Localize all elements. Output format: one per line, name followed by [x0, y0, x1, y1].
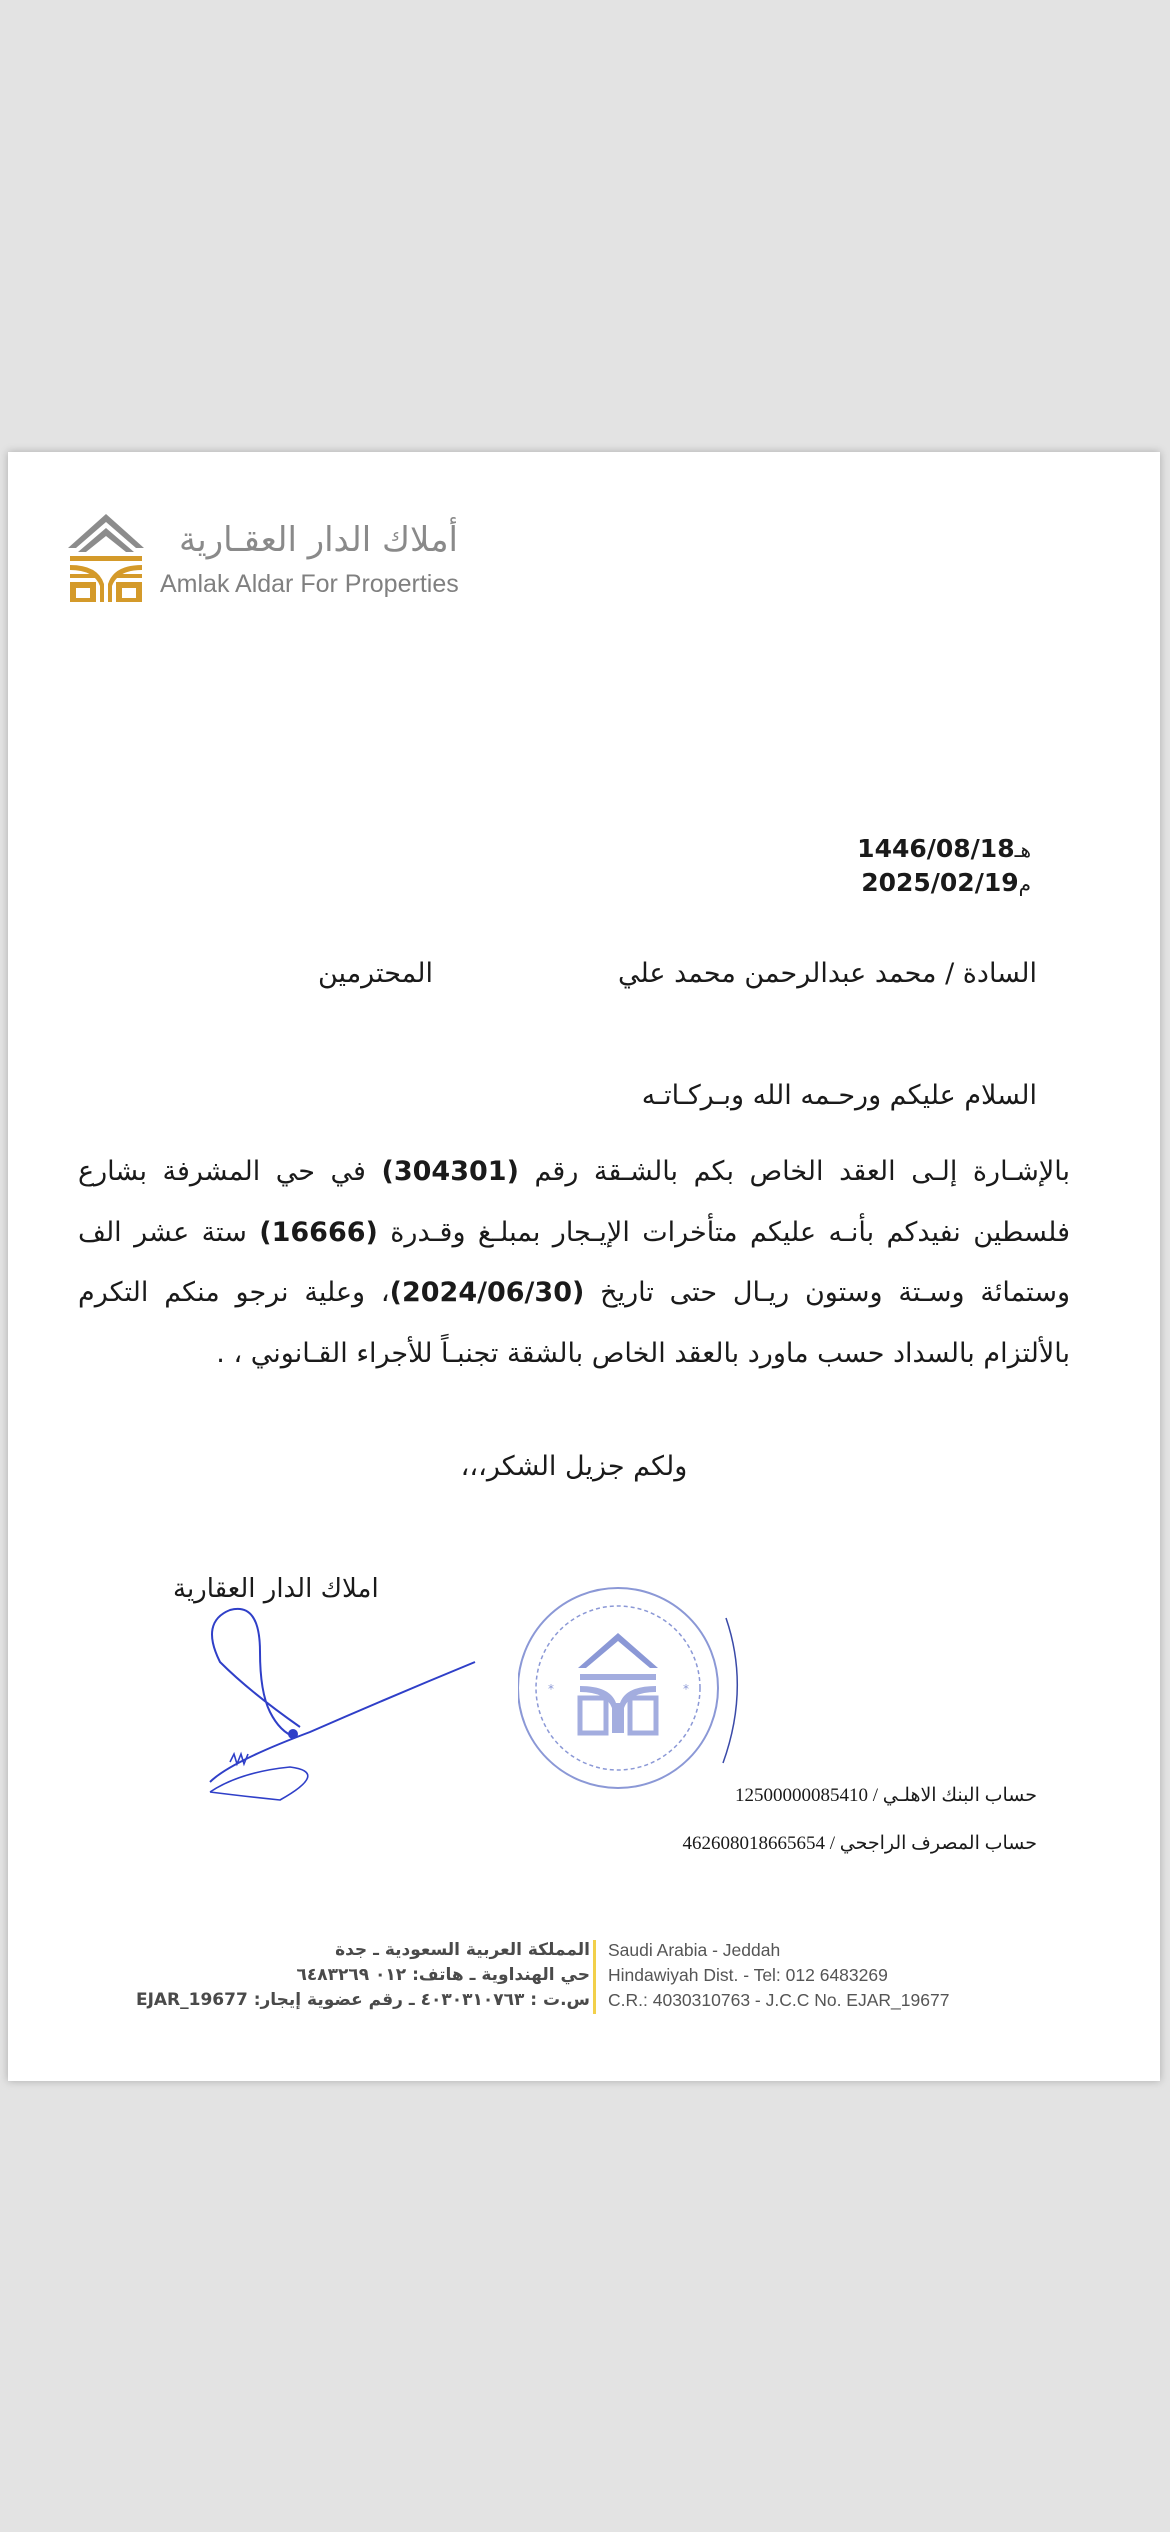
bank-account-alahli: حساب البنك الاهلـي / 12500000085410 [734, 1785, 1037, 1806]
arrears-amount: (16666) [259, 1216, 378, 1248]
bank-account-alrajhi: حساب المصرف الراجحي / 462608018665654 [682, 1833, 1037, 1854]
hijri-suffix: هـ [1014, 838, 1031, 862]
recipient-honorific: المحترمين [318, 958, 433, 989]
company-name-english: Amlak Aldar For Properties [160, 570, 459, 598]
footer-arabic-address [136, 1938, 590, 2013]
signatory-name: املاك الدار العقارية [173, 1574, 379, 1604]
company-name-arabic: أملاك الدار العقـارية [179, 520, 458, 560]
footer-en-line: Saudi Arabia - Jeddah [608, 1940, 781, 1960]
footer-divider [593, 1940, 596, 2014]
handwritten-signature-icon [190, 1602, 480, 1802]
letterhead-logo [68, 514, 468, 614]
hijri-date-row [857, 834, 1037, 868]
gregorian-date: 2025/02/19 [861, 868, 1019, 897]
footer-en-line: C.R.: 4030310763 - J.C.C No. EJAR_19677 [608, 1990, 950, 2010]
company-stamp-icon [518, 1578, 748, 1808]
gregorian-date-row [857, 868, 1037, 902]
footer-ar-line: س.ت : ٤٠٣٠٣١٠٧٦٣ ـ رقم عضوية إيجار: EJAR_19677 [135, 1990, 590, 2010]
closing-line [8, 1451, 1160, 1482]
letter-dates [857, 834, 1037, 902]
footer-en-line: Hindawiyah Dist. - Tel: 012 6483269 [608, 1965, 888, 1985]
apartment-number: (304301) [381, 1156, 519, 1187]
letter-body [78, 1142, 1070, 1384]
house-arch-logo-icon [68, 514, 144, 604]
body-part-4: ، وعلية نرجو منكم التكرم بالألتزام بالسداد حسب ماورد بالعقد الخاص بالشقة تجنبـاً للأجراء القـانوني ، . [78, 1277, 1070, 1369]
svg-text:*: * [683, 1682, 689, 1696]
recipient-line: السادة / محمد عبدالرحمن محمد علي [617, 958, 1037, 989]
closing-text: ولكم جزيل الشكر،،، [460, 1451, 688, 1482]
svg-text:*: * [548, 1682, 554, 1696]
greeting: السلام عليكم ورحـمه الله وبـركـاتـه [641, 1080, 1037, 1111]
hijri-date: 1446/08/18 [857, 834, 1015, 863]
body-part-3: ستة عشر الف وستمائة وسـتة وستون ريـال حتى تاريخ [78, 1216, 1070, 1308]
gregorian-suffix: م [1018, 872, 1031, 896]
body-part-2: في حي المشرفة بشارع فلسطين نفيدكم بأنـه عليكم متأخرات الإيـجار بمبلـغ وقـدرة [78, 1156, 1071, 1248]
due-date: (2024/06/30) [389, 1277, 585, 1308]
footer-ar-line: حي الهنداوية ـ هاتف: ٠١٢ ٦٤٨٣٢٦٩ [296, 1965, 590, 1985]
footer-english-address [608, 1938, 949, 2013]
body-part-1: بالإشـارة إلـى العقد الخاص بكم بالشـقة رقم [518, 1156, 1070, 1187]
letter-page [8, 452, 1160, 2081]
footer-ar-line: المملكة العربية السعودية ـ جدة [335, 1940, 590, 1960]
